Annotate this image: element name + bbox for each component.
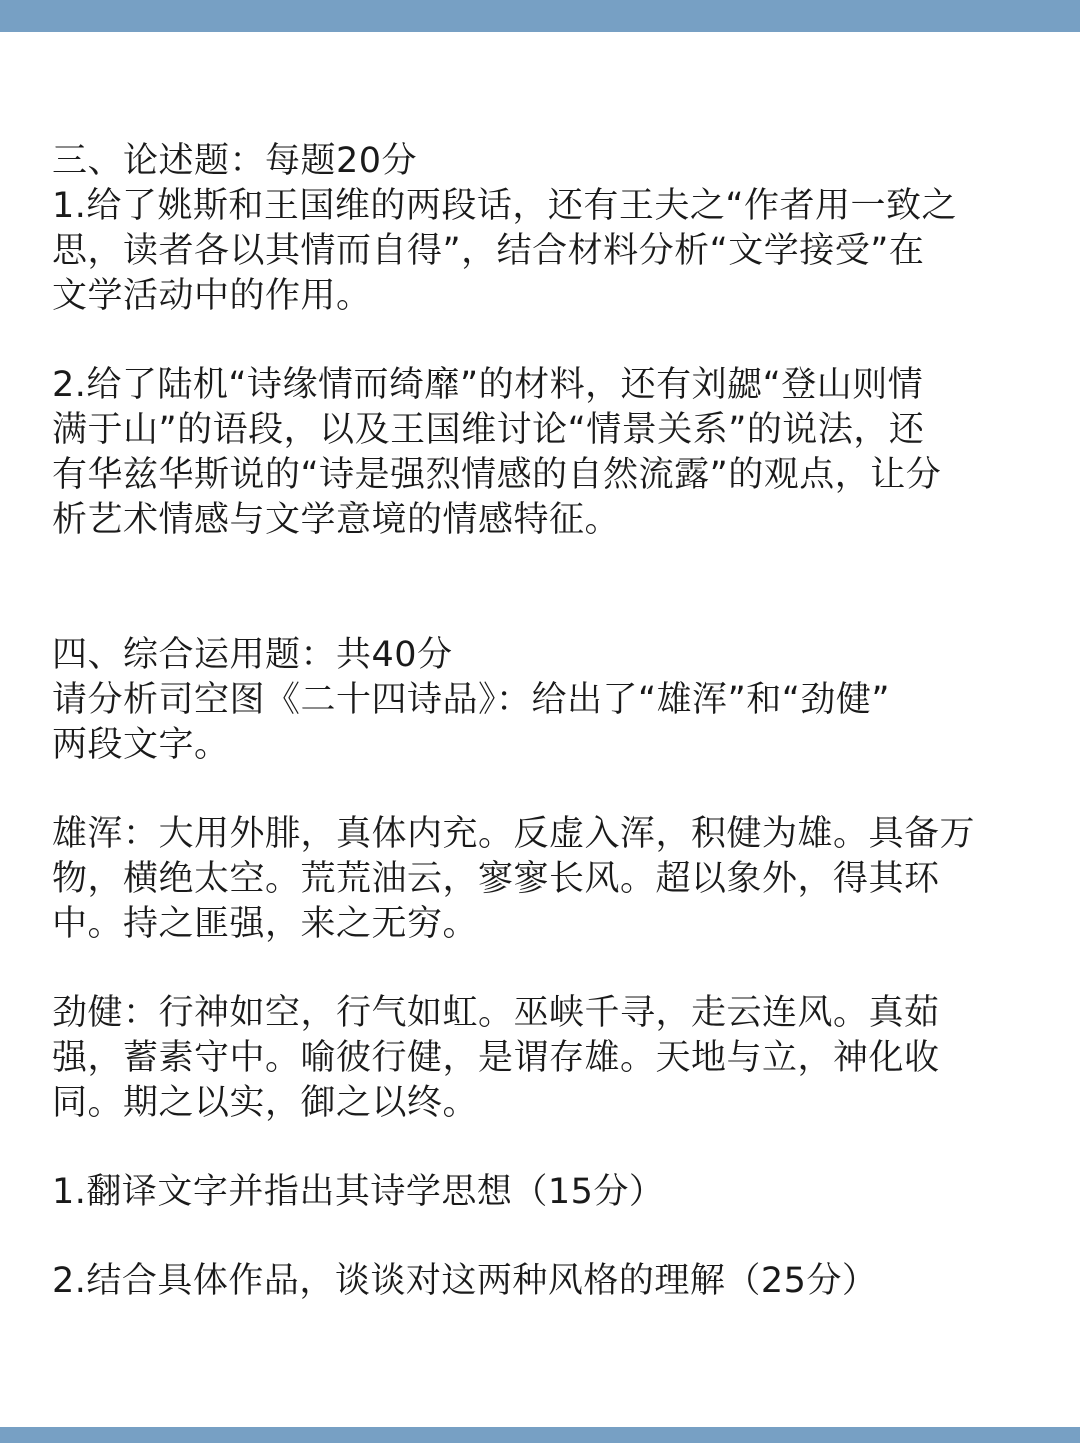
xionghun-line: 雄浑：大用外腓，真体内充。反虚入浑，积健为雄。具备万 — [52, 814, 976, 854]
question-2-line: 2.给了陆机“诗缘情而绮靡”的材料，还有刘勰“登山则情 — [52, 365, 924, 405]
paragraph-gap — [52, 1126, 1028, 1170]
question-1-line: 文学活动中的作用。 — [52, 276, 372, 316]
xionghun-line: 物，横绝太空。荒荒油云，寥寥长风。超以象外，得其环 — [52, 859, 940, 899]
jingjian-line: 劲健：行神如空，行气如虹。巫峡千寻，走云连风。真茹 — [52, 993, 940, 1033]
paragraph-gap — [52, 947, 1028, 991]
question-2-line: 有华兹华斯说的“诗是强烈情感的自然流露”的观点，让分 — [52, 455, 942, 495]
top-banner-bar — [0, 0, 1080, 32]
jingjian-line: 强，蓄素守中。喻彼行健，是谓存雄。天地与立，神化收 — [52, 1038, 940, 1078]
question-1-line: 1.给了姚斯和王国维的两段话，还有王夫之“作者用一致之 — [52, 186, 958, 226]
document-body — [52, 139, 1028, 1304]
paragraph-gap — [52, 319, 1028, 363]
task-2: 2.结合具体作品，谈谈对这两种风格的理解（25分） — [52, 1261, 878, 1301]
question-2-line: 满于山”的语段，以及王国维讨论“情景关系”的说法，还 — [52, 410, 925, 450]
task-1: 1.翻译文字并指出其诗学思想（15分） — [52, 1172, 665, 1212]
paragraph-gap — [52, 1215, 1028, 1259]
question-2-line: 析艺术情感与文学意境的情感特征。 — [52, 500, 621, 540]
paragraph-gap — [52, 768, 1028, 812]
jingjian-line: 同。期之以实，御之以终。 — [52, 1083, 479, 1123]
xionghun-line: 中。持之匪强，来之无穷。 — [52, 904, 479, 944]
section-gap — [52, 543, 1028, 633]
question-1-line: 思，读者各以其情而自得”，结合材料分析“文学接受”在 — [52, 231, 925, 271]
section-4-heading: 四、综合运用题：共40分 — [52, 635, 453, 675]
section-4-intro-line: 请分析司空图《二十四诗品》：给出了“雄浑”和“劲健” — [52, 680, 891, 720]
section-4-intro-line: 两段文字。 — [52, 725, 230, 765]
section-3-heading: 三、论述题：每题20分 — [52, 141, 418, 181]
bottom-banner-bar — [0, 1427, 1080, 1443]
